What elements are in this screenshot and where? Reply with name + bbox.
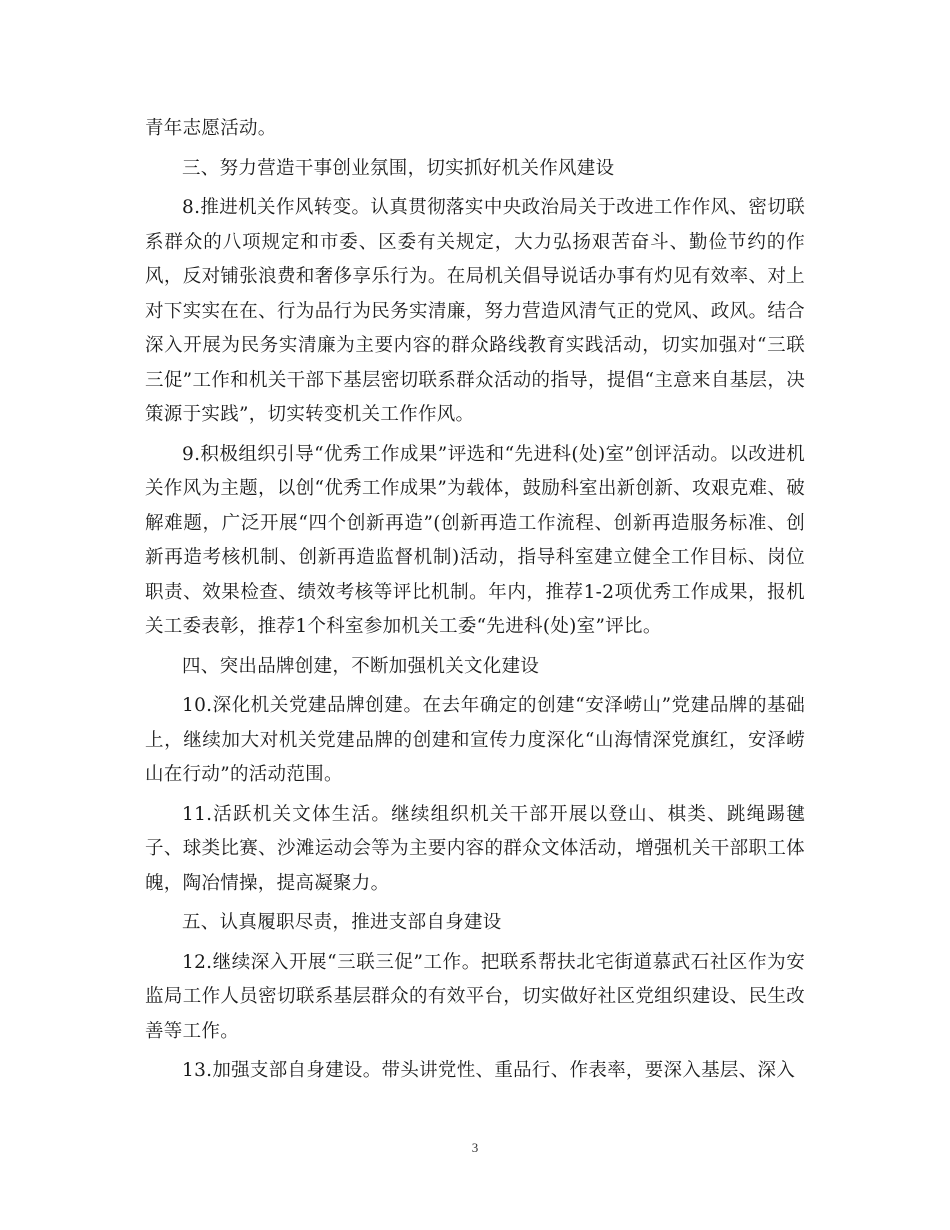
paragraph-item-10: 10.深化机关党建品牌创建。在去年确定的创建“安泽崂山”党建品牌的基础上，继续加大对机关党建品牌的创建和宣传力度深化“山海情深党旗红，安泽崂山在行动”的活动范围。 (145, 695, 805, 785)
paragraph-item-11: 11.活跃机关文体生活。继续组织机关干部开展以登山、棋类、跳绳踢毽子、球类比赛、沙滩运动会等为主要内容的群众文体活动，增强机关干部职工体魄，陶冶情操，提高凝聚力。 (145, 803, 805, 894)
document-body (145, 112, 805, 1094)
paragraph-item-8: 8.推进机关作风转变。认真贯彻落实中央政治局关于改进工作作风、密切联系群众的八项规定和市委、区委有关规定，大力弘扬艰苦奋斗、勤俭节约的作风，反对铺张浪费和奢侈享乐行为。在局机关倡导说话办事有灼见有效率、对上对下实实在在、行为品行为民务实清廉，努力营造风清气正的党风、政风。结合深入开展为民务实清廉为主要内容的群众路线教育实践活动，切实加强对“三联三促”工作和机关干部下基层密切联系群众活动的指导，提倡“主意来自基层，决策源于实践”，切实转变机关工作作风。 (145, 197, 805, 425)
paragraph-item-9: 9.积极组织引导“优秀工作成果”评选和“先进科(处)室”创评活动。以改进机关作风为主题，以创“优秀工作成果”为载体，鼓励科室出新创新、攻艰克难、破解难题，广泛开展“四个创新再造”(创新再造工作流程、创新再造服务标准、创新再造考核机制、创新再造监督机制)活动，指导科室建立健全工作目标、岗位职责、效果检查、绩效考核等评比机制。年内，推荐1-2项优秀工作成果，报机关工委表彰，推荐1个科室参加机关工委“先进科(处)室”评比。 (145, 443, 805, 637)
section-heading-4: 四、突出品牌创建，不断加强机关文化建设 (182, 655, 540, 677)
paragraph-item-12: 12.继续深入开展“三联三促”工作。把联系帮扶北宅街道慕武石社区作为安监局工作人员密切联系基层群众的有效平台，切实做好社区党组织建设、民生改善等工作。 (145, 951, 805, 1042)
section-heading-5: 五、认真履职尽责，推进支部自身建设 (182, 912, 502, 933)
page-number: 3 (471, 1140, 479, 1155)
paragraph-item-13: 13.加强支部自身建设。带头讲党性、重品行、作表率，要深入基层、深入 (182, 1060, 796, 1081)
paragraph-continuation: 青年志愿活动。 (145, 118, 277, 139)
section-heading-3: 三、努力营造干事创业氛围，切实抓好机关作风建设 (182, 157, 615, 179)
